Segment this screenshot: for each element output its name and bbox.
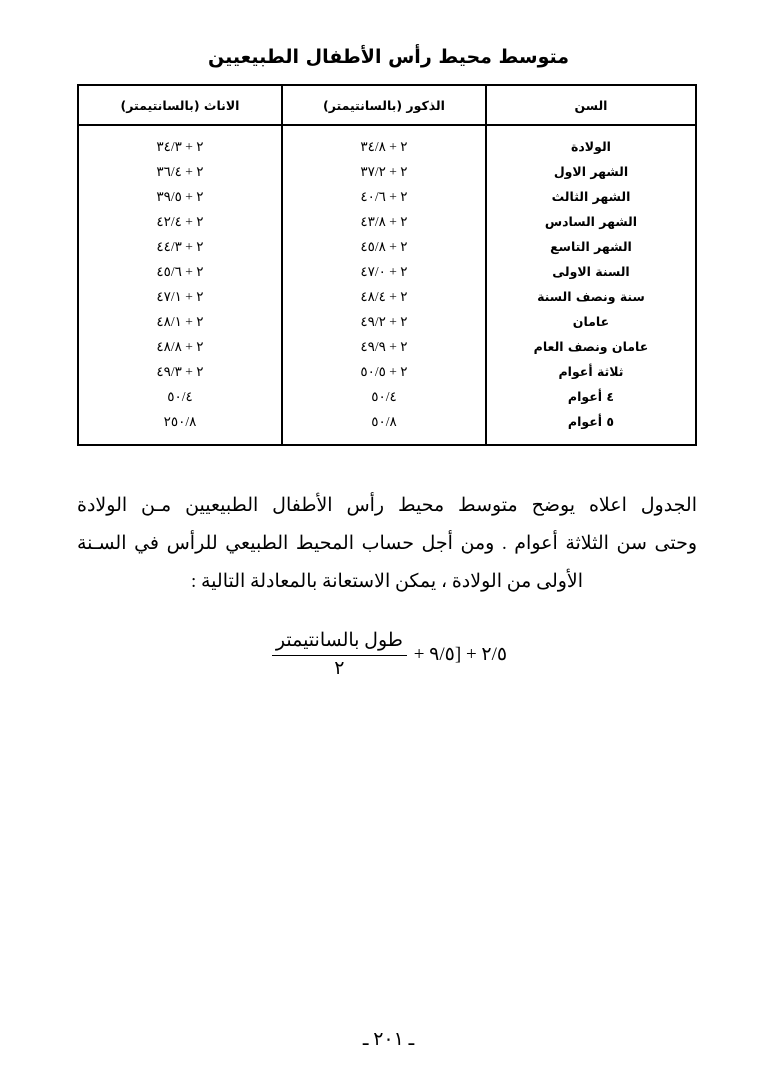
list-item: ٥ أعوام [567, 414, 615, 429]
cell-male-column [282, 125, 486, 445]
list-item: الشهر الاول [553, 164, 629, 179]
list-item: الولادة [571, 139, 611, 154]
cell-female-column [78, 125, 282, 445]
list-item: ٢ + ٤٥/٦ [156, 264, 204, 279]
list-item: ٢ + ٣٤/٨ [360, 139, 408, 154]
list-item: ٥٠/٤ [371, 389, 397, 404]
list-item: ٢ + ٤٥/٨ [360, 239, 408, 254]
list-item: الشهر الثالث [551, 189, 631, 204]
list-item: ٢ + ٤٨/١ [156, 314, 204, 329]
table-body [78, 125, 696, 445]
formula-fraction [272, 628, 407, 681]
list-item: سنة ونصف السنة [537, 289, 645, 304]
list-item: ٢ + ٣٤/٣ [156, 139, 204, 154]
list-item: ثلاثة أعوام [558, 364, 624, 379]
column-header-female: الاناث (بالسانتيمتر) [78, 85, 282, 125]
list-item: ٢ + ٤٧/١ [156, 289, 204, 304]
list-item: ٢ + ٤٢/٤ [156, 214, 204, 229]
list-item: الشهر التاسع [550, 239, 632, 254]
list-item: ٢ + ٤٤/٣ [156, 239, 204, 254]
list-item: ٥٠/٤ [167, 389, 193, 404]
list-item: ٢ + ٥٠/٥ [360, 364, 408, 379]
list-item: ٥٠/٨ [371, 414, 397, 429]
list-item: ٢ + ٤٩/٢ [360, 314, 408, 329]
list-item: ٢ + ٣٦/٤ [156, 164, 204, 179]
table-row [78, 125, 696, 445]
list-item: ٢ + ٤٩/٣ [156, 364, 204, 379]
list-item: ٢ + ٣٩/٥ [156, 189, 204, 204]
list-item: ٢ + ٤٩/٩ [360, 339, 408, 354]
body-paragraph [77, 487, 697, 601]
formula-bracket-part: [٩/٥ + [413, 644, 462, 665]
column-header-male: الذكور (بالسانتيمتر) [282, 85, 486, 125]
table-header-row [78, 85, 696, 125]
head-circumference-table [77, 84, 697, 446]
list-item: ٢ + ٣٧/٢ [360, 164, 408, 179]
age-list [487, 126, 695, 444]
formula [0, 628, 777, 681]
paragraph-line: الجدول اعلاه يوضح متوسط محيط رأس الأطفال الطبيعيين مـن الولادة [77, 495, 697, 516]
list-item: ٢ + ٤٣/٨ [360, 214, 408, 229]
list-item: عامان [572, 314, 610, 329]
column-header-age: السن [486, 85, 696, 125]
list-item: السنة الاولى [552, 264, 630, 279]
cell-age-column [486, 125, 696, 445]
female-values-list [79, 126, 281, 444]
list-item: عامان ونصف العام [533, 339, 649, 354]
list-item: ٢ + ٤٨/٨ [156, 339, 204, 354]
table [77, 84, 697, 446]
male-values-list [283, 126, 485, 444]
formula-numerator: طول بالسانتيمتر [272, 628, 407, 656]
formula-right-part: ٢/٥ + [465, 644, 508, 665]
table-header [78, 85, 696, 125]
paragraph-line: وحتى سن الثلاثة أعوام . ومن أجل حساب المحيط الطبيعي للرأس في السـنة [77, 533, 697, 554]
list-item: ٢ + ٤٠/٦ [360, 189, 408, 204]
page-title: متوسط محيط رأس الأطفال الطبيعيين [208, 46, 569, 68]
paragraph-line: الأولى من الولادة ، يمكن الاستعانة بالمعادلة التالية : [190, 571, 584, 592]
list-item: ٢٥٠/٨ [163, 414, 197, 429]
list-item: ٤ أعوام [567, 389, 615, 404]
list-item: ٢ + ٤٨/٤ [360, 289, 408, 304]
list-item: الشهر السادس [544, 214, 638, 229]
page-number: ـ ٢٠١ ـ [362, 1029, 415, 1050]
formula-denominator: ٢ [334, 658, 345, 679]
list-item: ٢ + ٤٧/٠ [360, 264, 408, 279]
